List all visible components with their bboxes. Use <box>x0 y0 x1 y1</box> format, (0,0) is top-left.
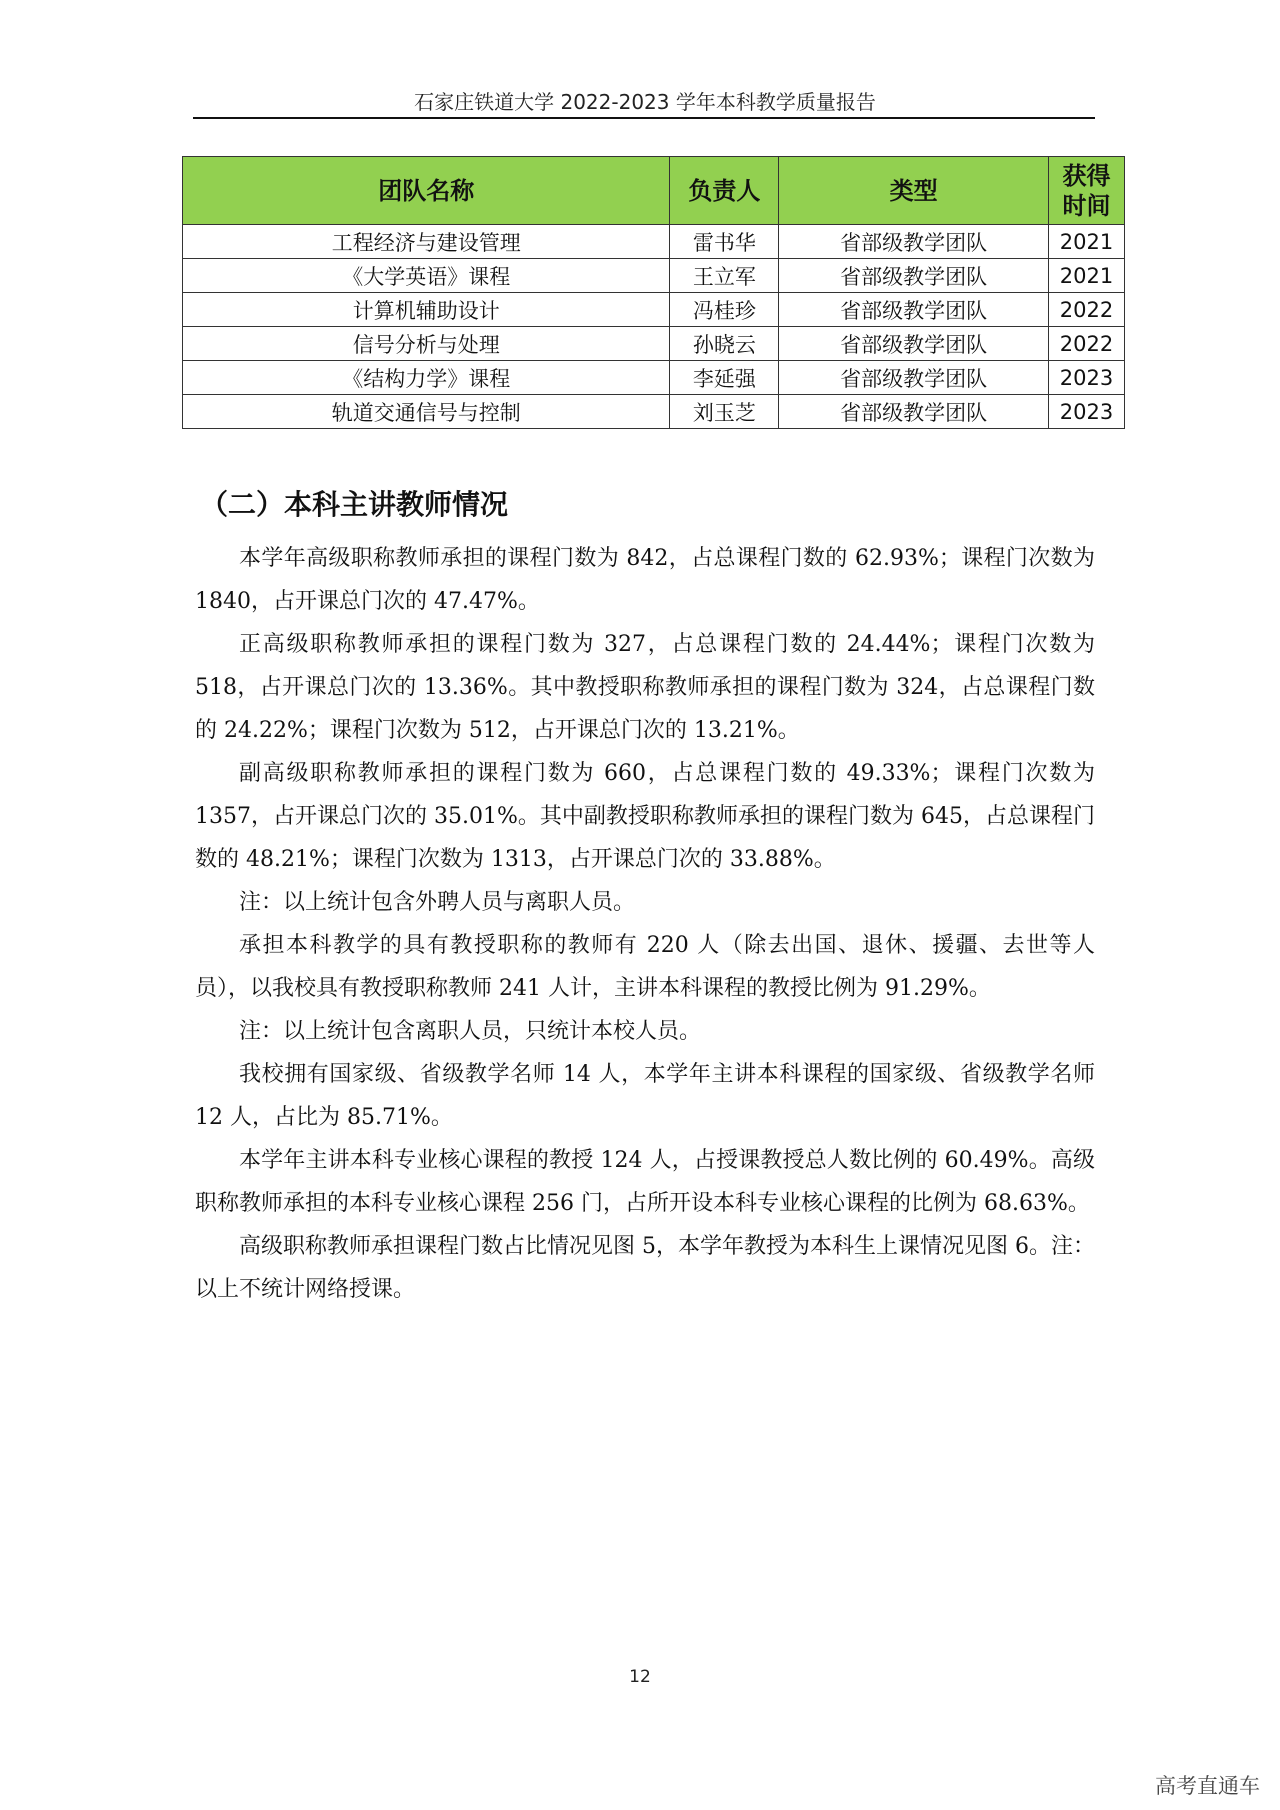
cell-team-name: 《结构力学》课程 <box>183 361 670 395</box>
header-year <box>1049 157 1125 225</box>
paragraph: 正高级职称教师承担的课程门数为 327，占总课程门数的 24.44%；课程门次数为 518，占开课总门次的 13.36%。其中教授职称教师承担的课程门数为 324，占总课程门数的 24.22%；课程门次数为 512，占开课总门次的 13.21%。 <box>195 632 1095 743</box>
cell-type: 省部级教学团队 <box>779 259 1049 293</box>
paragraph: 承担本科教学的具有教授职称的教师有 220 人（除去出国、退休、援疆、去世等人员），以我校具有教授职称教师 241 人计，主讲本科课程的教授比例为 91.29%。 <box>195 933 1095 1001</box>
cell-leader: 刘玉芝 <box>670 395 779 429</box>
cell-type: 省部级教学团队 <box>779 395 1049 429</box>
cell-team-name: 信号分析与处理 <box>183 327 670 361</box>
cell-year: 2021 <box>1049 259 1125 293</box>
watermark: 高考直通车 <box>1155 1774 1260 1798</box>
table-row <box>183 259 1125 293</box>
section-heading: （二）本科主讲教师情况 <box>200 488 509 521</box>
paragraph: 本学年高级职称教师承担的课程门数为 842，占总课程门数的 62.93%；课程门次数为 1840，占开课总门次的 47.47%。 <box>195 546 1095 614</box>
cell-team-name: 《大学英语》课程 <box>183 259 670 293</box>
page-header: 石家庄铁道大学 2022-2023 学年本科教学质量报告 <box>414 90 876 114</box>
paragraph: 副高级职称教师承担的课程门数为 660，占总课程门数的 49.33%；课程门次数为 1357，占开课总门次的 35.01%。其中副教授职称教师承担的课程门数为 645，占总课程门数的 48.21%；课程门次数为 1313，占开课总门次的 33.88%。 <box>195 761 1095 872</box>
cell-team-name: 计算机辅助设计 <box>183 293 670 327</box>
header-type: 类型 <box>779 157 1049 225</box>
header-divider <box>193 117 1095 119</box>
page-number: 12 <box>629 1667 651 1687</box>
table-row <box>183 395 1125 429</box>
cell-leader: 雷书华 <box>670 225 779 259</box>
cell-team-name: 轨道交通信号与控制 <box>183 395 670 429</box>
table-row <box>183 293 1125 327</box>
cell-year: 2021 <box>1049 225 1125 259</box>
teaching-team-table <box>182 156 1125 429</box>
cell-leader: 王立军 <box>670 259 779 293</box>
paragraph: 我校拥有国家级、省级教学名师 14 人，本学年主讲本科课程的国家级、省级教学名师 12 人，占比为 85.71%。 <box>195 1062 1095 1130</box>
paragraph: 本学年主讲本科专业核心课程的教授 124 人，占授课教授总人数比例的 60.49%。高级职称教师承担的本科专业核心课程 256 门，占所开设本科专业核心课程的比例为 68.63%。 <box>195 1148 1095 1216</box>
cell-year: 2023 <box>1049 361 1125 395</box>
cell-leader: 冯桂珍 <box>670 293 779 327</box>
paragraph: 高级职称教师承担课程门数占比情况见图 5，本学年教授为本科生上课情况见图 6。注：以上不统计网络授课。 <box>195 1234 1095 1302</box>
note: 注：以上统计包含离职人员，只统计本校人员。 <box>239 1019 702 1044</box>
cell-year: 2023 <box>1049 395 1125 429</box>
table-header-row <box>183 157 1125 225</box>
cell-year: 2022 <box>1049 293 1125 327</box>
header-year-label: 获得时间 <box>1062 161 1111 220</box>
cell-year: 2022 <box>1049 327 1125 361</box>
header-leader: 负责人 <box>670 157 779 225</box>
cell-team-name: 工程经济与建设管理 <box>183 225 670 259</box>
header-team-name: 团队名称 <box>183 157 670 225</box>
cell-leader: 孙晓云 <box>670 327 779 361</box>
cell-type: 省部级教学团队 <box>779 293 1049 327</box>
section-body <box>195 537 1095 1311</box>
table-row <box>183 225 1125 259</box>
table-row <box>183 327 1125 361</box>
table-row <box>183 361 1125 395</box>
cell-leader: 李延强 <box>670 361 779 395</box>
cell-type: 省部级教学团队 <box>779 225 1049 259</box>
cell-type: 省部级教学团队 <box>779 361 1049 395</box>
cell-type: 省部级教学团队 <box>779 327 1049 361</box>
note: 注：以上统计包含外聘人员与离职人员。 <box>239 890 636 915</box>
